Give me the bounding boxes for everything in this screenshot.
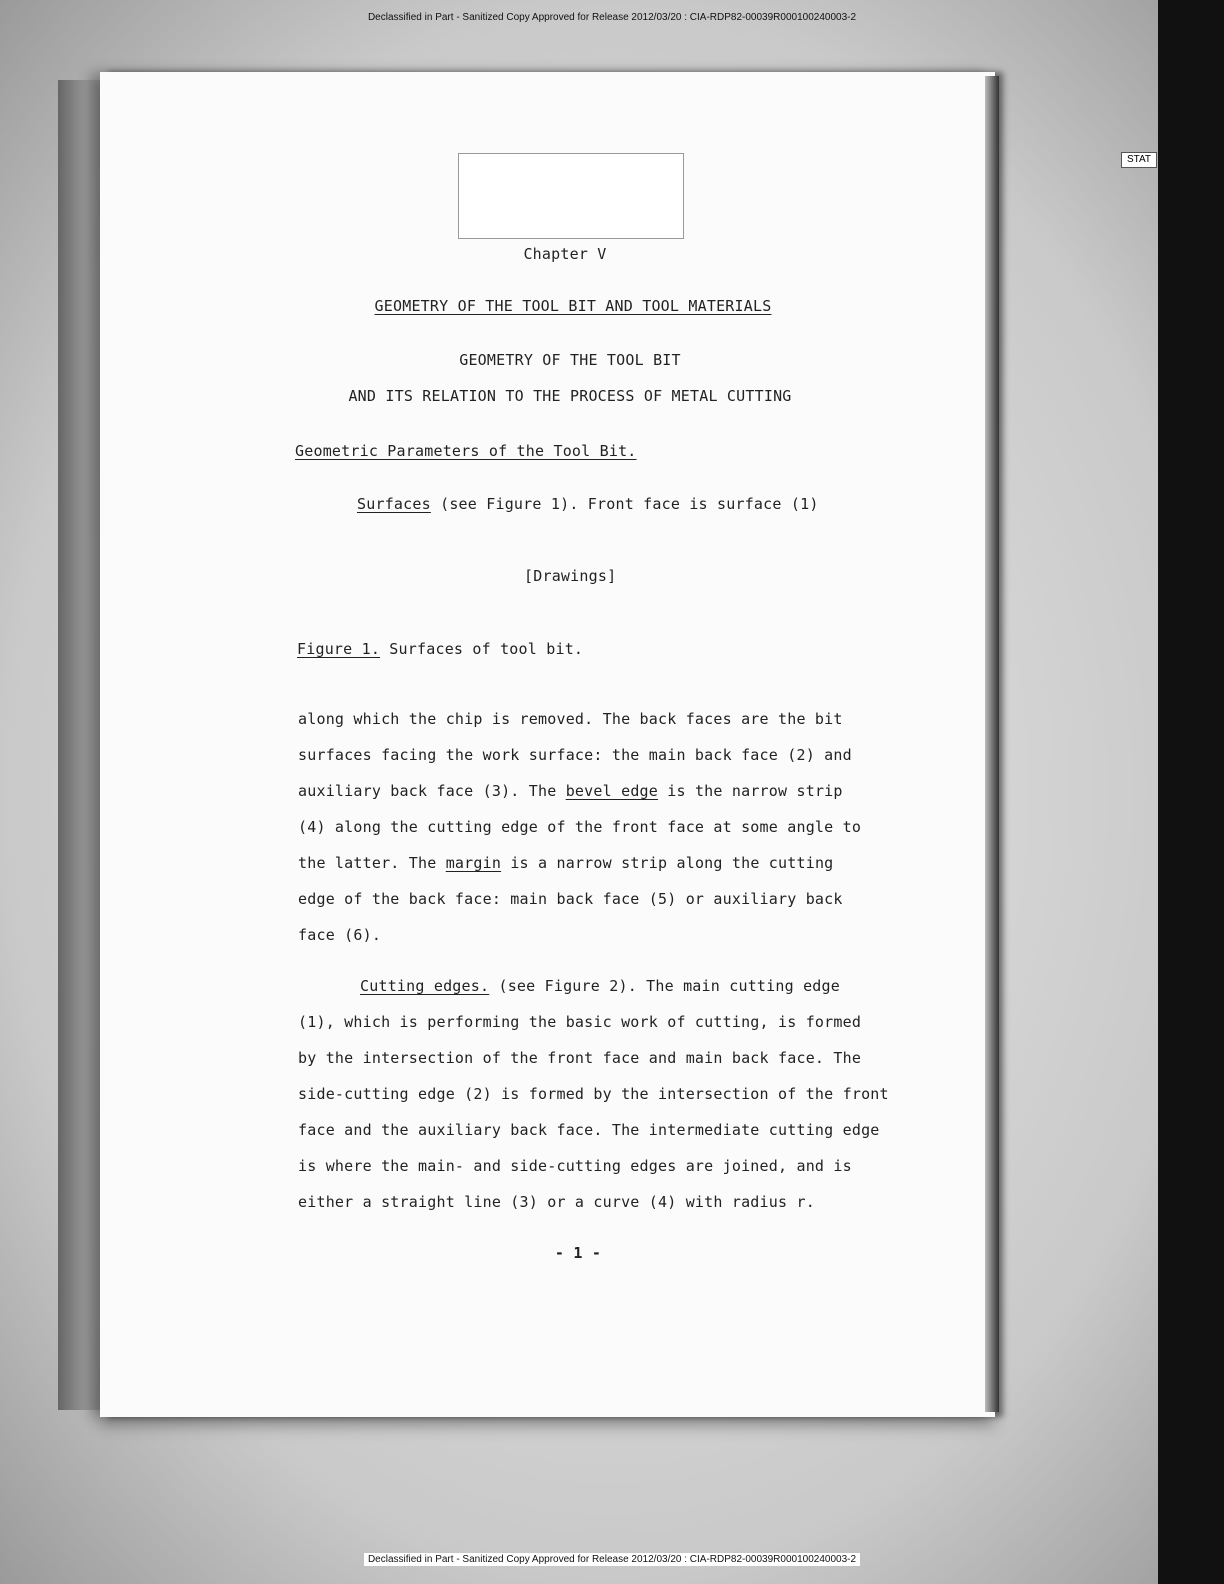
drawings-placeholder: [Drawings] xyxy=(524,567,617,585)
text-line: (1), which is performing the basic work of cutting, is formed xyxy=(298,1013,862,1031)
text-segment: is the narrow strip xyxy=(658,782,843,800)
section-heading-text: Geometric Parameters of the Tool Bit. xyxy=(295,442,637,460)
figure-caption xyxy=(297,640,583,658)
margin-term: margin xyxy=(445,854,502,872)
declassification-banner-bottom-text: Declassified in Part - Sanitized Copy Approved for Release 2012/03/20 : CIA-RDP82-00039R000100240003-2 xyxy=(364,1553,860,1566)
text-line: face (6). xyxy=(298,926,382,944)
redaction-box xyxy=(458,153,684,239)
figure-caption-text: Surfaces of tool bit. xyxy=(380,640,584,658)
text-line: by the intersection of the front face and main back face. The xyxy=(298,1049,862,1067)
text-line: edge of the back face: main back face (5) or auxiliary back xyxy=(298,890,843,908)
text-segment: (see Figure 2). The main cutting edge xyxy=(489,977,841,995)
surfaces-paragraph xyxy=(357,495,819,513)
main-title-text: GEOMETRY OF THE TOOL BIT AND TOOL MATERIALS xyxy=(374,297,772,315)
section-heading xyxy=(295,442,637,460)
text-line xyxy=(298,854,833,872)
text-line xyxy=(298,782,843,800)
text-segment: the latter. The xyxy=(298,854,446,872)
main-title xyxy=(0,297,1146,315)
text-line: face and the auxiliary back face. The intermediate cutting edge xyxy=(298,1121,880,1139)
surfaces-text: (see Figure 1). Front face is surface (1) xyxy=(430,495,819,513)
stat-tag: STAT xyxy=(1121,152,1157,168)
page-right-edge xyxy=(985,76,999,1412)
text-line: surfaces facing the work surface: the main back face (2) and xyxy=(298,746,852,764)
page-number: - 1 - xyxy=(554,1244,602,1262)
declassification-banner-top: Declassified in Part - Sanitized Copy Approved for Release 2012/03/20 : CIA-RDP82-00039R000100240003-2 xyxy=(367,12,857,23)
text-line: (4) along the cutting edge of the front face at some angle to xyxy=(298,818,862,836)
subtitle-line-1: GEOMETRY OF THE TOOL BIT xyxy=(459,351,681,369)
text-segment: auxiliary back face (3). The xyxy=(298,782,566,800)
text-line: is where the main- and side-cutting edges are joined, and is xyxy=(298,1157,852,1175)
text-line xyxy=(360,977,840,995)
text-line: along which the chip is removed. The back faces are the bit xyxy=(298,710,843,728)
declassification-banner-bottom xyxy=(0,1554,1224,1565)
bevel-edge-term: bevel edge xyxy=(565,782,659,800)
cutting-edges-term: Cutting edges. xyxy=(360,977,490,995)
figure-label: Figure 1. xyxy=(297,640,381,658)
chapter-heading: Chapter V xyxy=(523,245,607,263)
text-line: either a straight line (3) or a curve (4) with radius r. xyxy=(298,1193,815,1211)
surfaces-term: Surfaces xyxy=(357,495,431,513)
scan-black-edge xyxy=(1158,0,1224,1584)
document-page xyxy=(100,72,995,1417)
text-line: side-cutting edge (2) is formed by the intersection of the front xyxy=(298,1085,889,1103)
subtitle-line-2: AND ITS RELATION TO THE PROCESS OF METAL CUTTING xyxy=(348,387,792,405)
text-segment: is a narrow strip along the cutting xyxy=(501,854,834,872)
